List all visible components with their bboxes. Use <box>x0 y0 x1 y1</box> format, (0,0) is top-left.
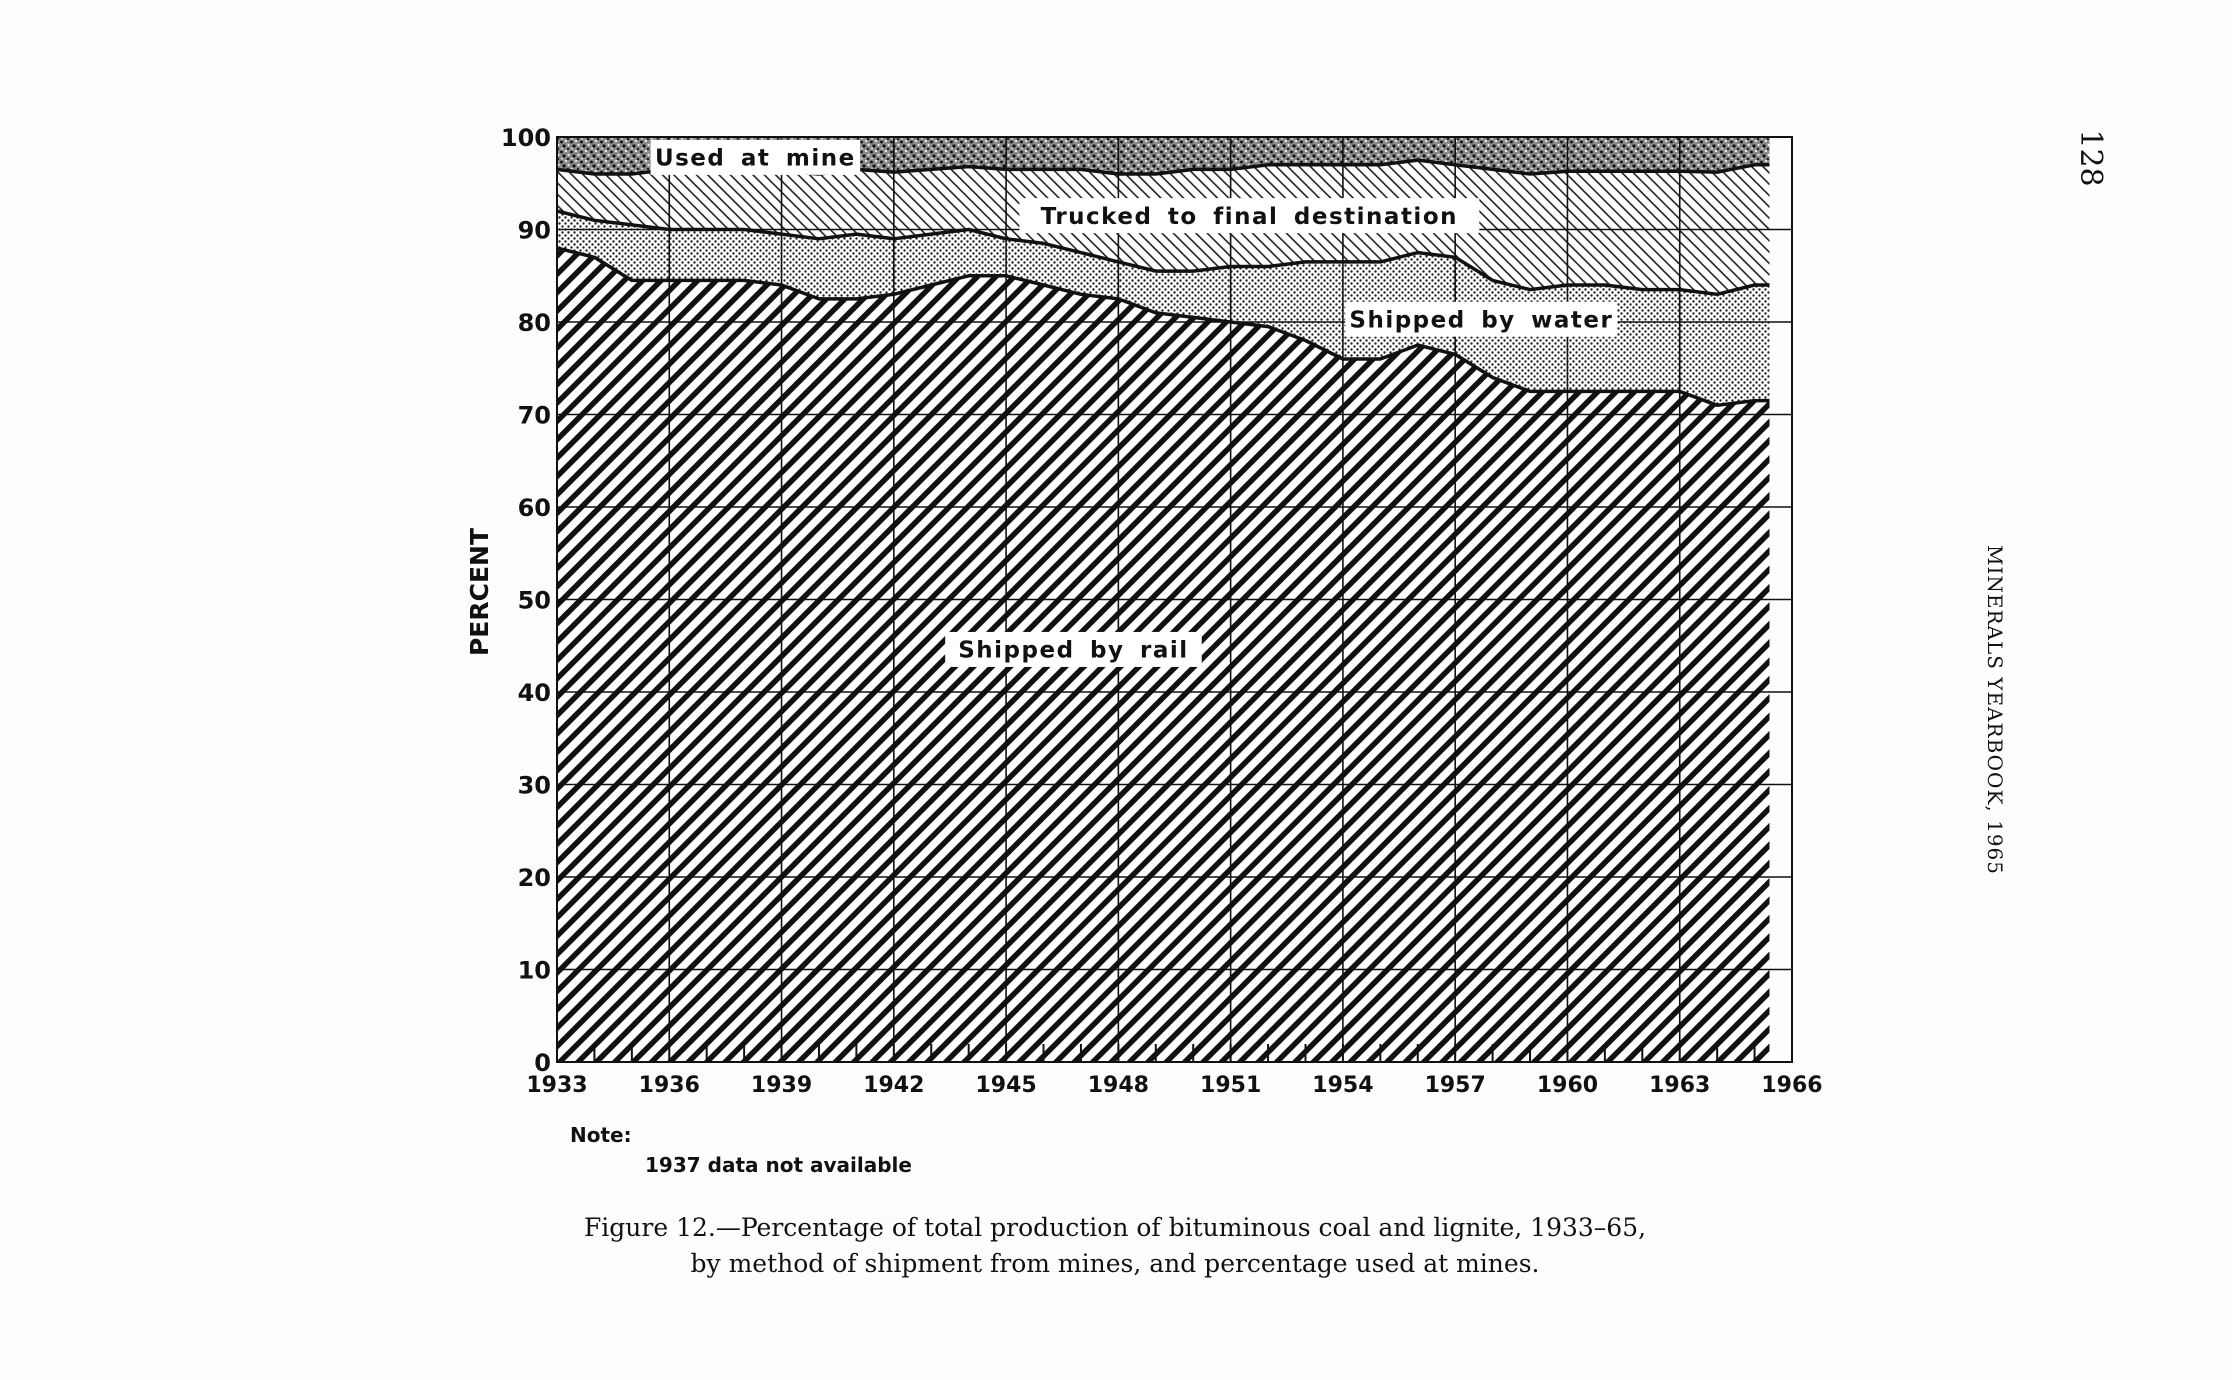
x-tick-label: 1933 <box>526 1073 588 1098</box>
y-tick-label: 50 <box>517 586 551 615</box>
label-trucked-to-final-destination: Trucked to final destination <box>1040 203 1459 230</box>
x-tick-label: 1939 <box>750 1073 813 1098</box>
y-tick-label: 90 <box>517 216 551 245</box>
y-tick-label: 80 <box>517 309 551 337</box>
label-used-at-mine: Used at mine <box>654 145 856 172</box>
note-text: 1937 data not available <box>645 1153 912 1177</box>
x-tick-label: 1954 <box>1312 1073 1374 1098</box>
y-axis-title: PERCENT <box>465 527 494 657</box>
label-shipped-by-water: Shipped by water <box>1349 307 1614 334</box>
x-tick-label: 1966 <box>1761 1073 1823 1098</box>
y-tick-label: 10 <box>517 956 551 985</box>
y-tick-label: 100 <box>500 124 551 152</box>
x-tick-label: 1945 <box>975 1073 1037 1098</box>
x-tick-label: 1957 <box>1424 1073 1486 1098</box>
y-tick-label: 0 <box>534 1049 551 1077</box>
x-tick-label: 1942 <box>863 1073 925 1098</box>
y-tick-label: 70 <box>517 401 551 430</box>
x-tick-label: 1948 <box>1087 1073 1149 1098</box>
y-tick-label: 30 <box>517 771 551 800</box>
y-tick-label: 40 <box>517 679 551 707</box>
y-tick-label: 20 <box>517 864 551 892</box>
label-shipped-by-rail: Shipped by rail <box>958 637 1189 664</box>
running-head: MINERALS YEARBOOK, 1965 <box>1983 544 2007 876</box>
note-label: Note: <box>570 1123 632 1147</box>
x-tick-label: 1963 <box>1649 1073 1711 1098</box>
x-tick-label: 1936 <box>638 1073 700 1098</box>
caption-line-2: by method of shipment from mines, and percentage used at mines. <box>690 1249 1540 1278</box>
x-tick-label: 1960 <box>1536 1073 1599 1098</box>
y-tick-label: 60 <box>517 494 551 522</box>
note <box>570 1120 912 1180</box>
x-tick-label: 1951 <box>1200 1073 1262 1098</box>
caption-line-1: Figure 12.—Percentage of total production of bituminous coal and lignite, 1933–65, <box>583 1213 1647 1242</box>
page-number: 128 <box>2073 129 2108 187</box>
figure-caption <box>560 1210 1670 1282</box>
